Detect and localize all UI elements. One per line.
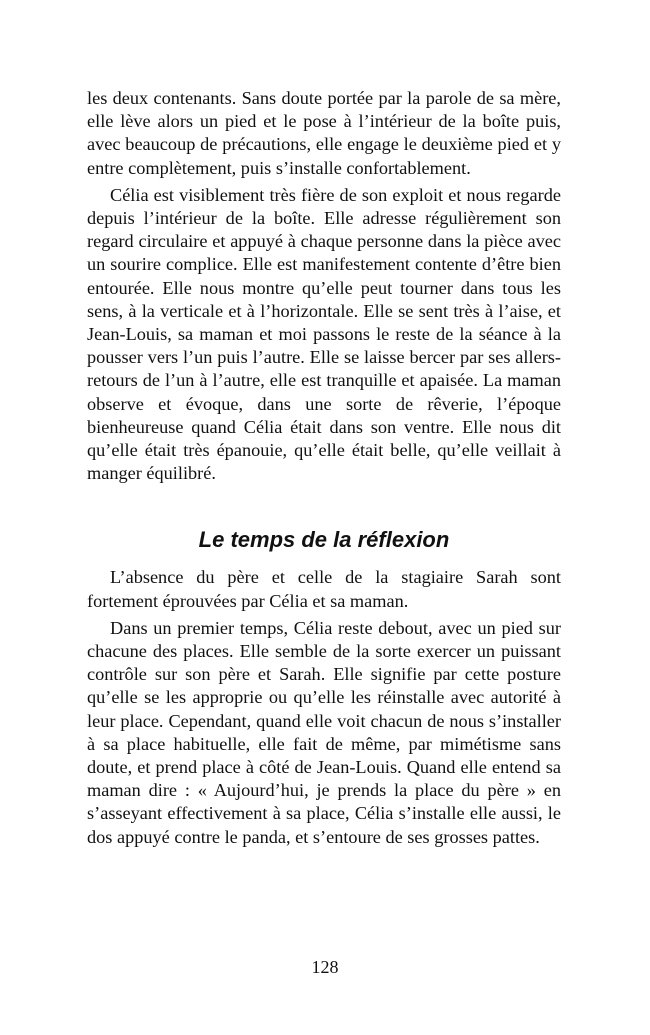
section-heading: Le temps de la réflexion: [198, 527, 450, 553]
paragraph-premier-temps: Dans un premier temps, Célia reste debout, avec un pied sur chacune des places. Elle semble de la sorte exercer un puissant contrôle sur son père et Sarah. Elle signifie par cette posture qu’elle se les approprie ou qu’elle les réinstalle avec autorité à leur place. Cependant, quand elle voit chacun de nous s’installer à sa place habituelle, elle fait de même, par mimétisme sans doute, et prend place à côté de Jean-Louis. Quand elle entend sa maman dire : « Aujourd’hui, je prends la place du père » en s’asseyant effectivement à sa place, Célia s’installe elle aussi, le dos appuyé contre le panda, et s’entoure de ses grosses pattes.: [87, 617, 561, 847]
page-body: [87, 87, 561, 849]
paragraph-continuation: les deux contenants. Sans doute portée par la parole de sa mère, elle lève alors un pied et le pose à l’intérieur de la boîte puis, avec beaucoup de précautions, elle engage le deuxième pied et y entre complètement, puis s’installe confortablement.: [87, 88, 561, 178]
page-number: 128: [311, 957, 339, 977]
paragraph-celia-exploit: Célia est visiblement très fière de son exploit et nous regarde depuis l’intérieur de la boîte. Elle adresse régulièrement son regard circulaire et appuyé à chaque personne dans la pièce avec un sourire complice. Elle est manifestement contente d’être bien entourée. Elle nous montre qu’elle peut tourner dans tous les sens, à la verticale et à l’horizontale. Elle se sent très à l’aise, et Jean-Louis, sa maman et moi passons le reste de la séance à la pousser vers l’un puis l’autre. Elle se laisse bercer par ses allers-retours de l’un à l’autre, elle est tranquille et apaisée. La maman observe et évoque, dans une sorte de rêverie, l’époque bienheureuse quand Célia était dans son ventre. Elle nous dit qu’elle était très épanouie, qu’elle était belle, qu’elle veillait à manger équilibré.: [87, 184, 561, 484]
paragraph-absence: L’absence du père et celle de la stagiaire Sarah sont fortement éprouvées par Célia et sa maman.: [87, 567, 561, 611]
